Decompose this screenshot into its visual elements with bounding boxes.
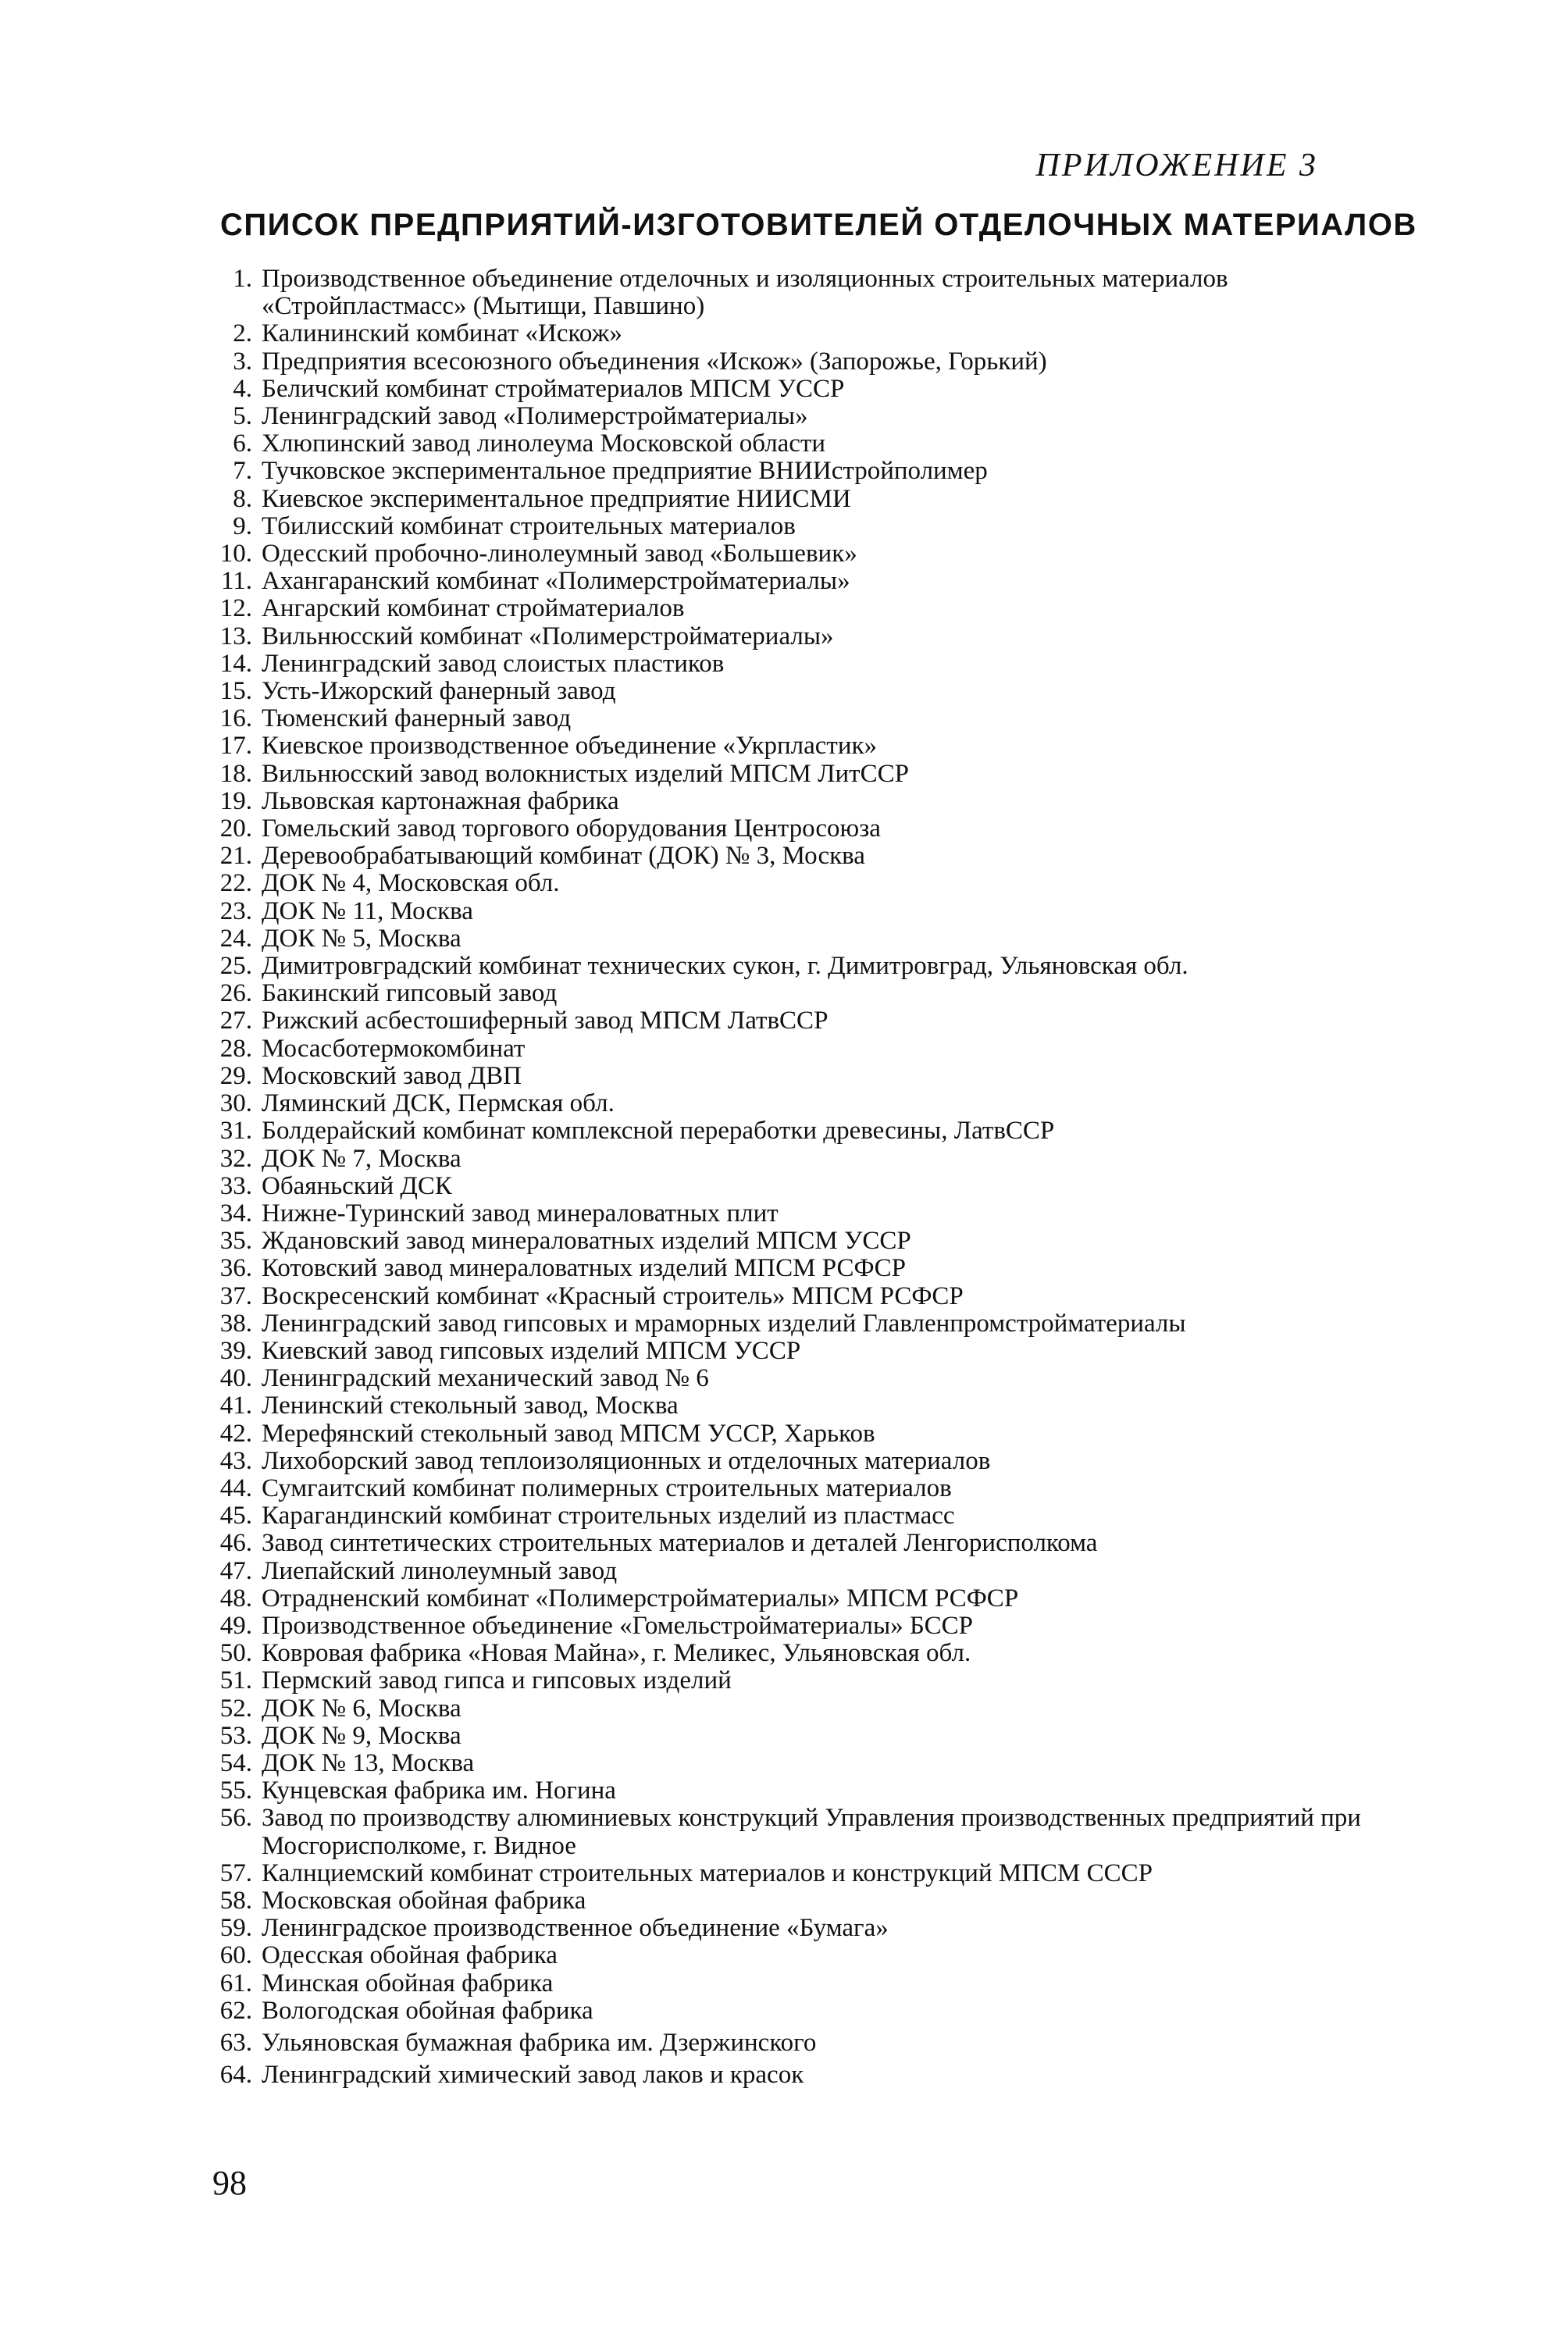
list-item-text: Вильнюсский завод волокнистых изделий МПСМ ЛитССР	[262, 759, 909, 788]
list-item-text: Гомельский завод торгового оборудования Центросоюза	[262, 814, 881, 843]
list-item-number: 39.	[219, 1336, 252, 1365]
list-item-number: 56.	[219, 1804, 252, 1833]
list-item-text: Обаяньский ДСК	[262, 1171, 452, 1200]
list-item-number: 49.	[219, 1611, 252, 1640]
list-item-text: ДОК № 6, Москва	[262, 1694, 461, 1723]
list-item	[187, 1530, 1390, 1557]
list-item	[187, 898, 1390, 925]
list-item-number: 40.	[219, 1364, 252, 1393]
list-item	[187, 1777, 1390, 1805]
list-item-text: Пермский завод гипса и гипсовых изделий	[262, 1666, 732, 1695]
list-item-number: 63.	[219, 2029, 252, 2057]
list-item-text: Калининский комбинат «Искож»	[262, 319, 622, 348]
enterprise-list	[187, 265, 1390, 2089]
list-item-text: Ленинградский завод «Полимерстройматериалы»	[262, 402, 808, 431]
list-item-number: 62.	[219, 1996, 252, 2025]
list-item-text: Тюменский фанерный завод	[262, 704, 572, 733]
list-item-text: Сумгаитский комбинат полимерных строительных материалов	[262, 1474, 952, 1502]
list-item-number: 45.	[219, 1502, 252, 1531]
list-item	[187, 1970, 1390, 1997]
list-item	[187, 1805, 1390, 1859]
list-item-number: 43.	[219, 1446, 252, 1475]
list-item-text: Ленинградское производственное объединение «Бумага»	[262, 1914, 889, 1943]
list-item	[187, 1613, 1390, 1640]
list-item	[187, 513, 1390, 540]
list-item	[187, 348, 1390, 376]
list-item-text: Одесский пробочно-линолеумный завод «Большевик»	[262, 540, 857, 568]
list-item-text: Ульяновская бумажная фабрика им. Дзержинского	[262, 2029, 817, 2057]
list-item-number: 47.	[219, 1556, 252, 1585]
list-item	[187, 1448, 1390, 1475]
list-item-text: Московская обойная фабрика	[262, 1886, 586, 1915]
list-item-text: Мосасботермокомбинат	[262, 1034, 526, 1063]
list-item-text: Вологодская обойная фабрика	[262, 1996, 593, 2025]
list-item-number: 13.	[219, 622, 252, 650]
list-item-text: Производственное объединение отделочных и изоляционных строительных материалов «Стройпластмасс» (Мытищи, Павшино)	[262, 265, 1228, 321]
list-item-text: Одесская обойная фабрика	[262, 1941, 558, 1970]
list-item	[187, 540, 1390, 568]
list-item	[187, 1475, 1390, 1502]
list-item	[187, 1997, 1390, 2025]
list-item-number: 50.	[219, 1639, 252, 1668]
list-item-number: 21.	[219, 842, 252, 871]
list-item	[187, 761, 1390, 788]
list-item-text: Усть-Ижорский фанерный завод	[262, 677, 616, 706]
list-item-text: Котовский завод минераловатных изделий МПСМ РСФСР	[262, 1254, 906, 1283]
list-item-number: 33.	[219, 1171, 252, 1200]
list-item	[187, 1502, 1390, 1530]
list-item-text: Киевское производственное объединение «Укрпластик»	[262, 732, 878, 761]
list-item-text: Беличский комбинат стройматериалов МПСМ УССР	[262, 374, 845, 403]
list-item	[187, 1035, 1390, 1063]
list-item-text: Карагандинский комбинат строительных изделий из пластмасс	[262, 1502, 955, 1531]
list-item-number: 28.	[219, 1034, 252, 1063]
list-item-text: Ленинский стекольный завод, Москва	[262, 1392, 679, 1420]
list-item-number: 25.	[219, 952, 252, 981]
list-item-text: Хлюпинский завод линолеума Московской области	[262, 429, 826, 458]
list-item	[187, 870, 1390, 897]
list-item-text: Кунцевская фабрика им. Ногина	[262, 1776, 616, 1805]
list-item-number: 9.	[233, 511, 252, 540]
list-item	[187, 1310, 1390, 1338]
list-item-number: 16.	[219, 704, 252, 733]
list-item-text: ДОК № 4, Московская обл.	[262, 869, 560, 898]
list-item	[187, 980, 1390, 1007]
list-item-text: Бакинский гипсовый завод	[262, 979, 558, 1008]
list-item	[187, 815, 1390, 843]
list-item	[187, 376, 1390, 403]
list-item-number: 42.	[219, 1419, 252, 1448]
list-item-text: ДОК № 5, Москва	[262, 924, 461, 953]
list-item-number: 3.	[233, 347, 252, 376]
list-item	[187, 1750, 1390, 1777]
list-item-number: 54.	[219, 1748, 252, 1777]
list-item-number: 64.	[219, 2061, 252, 2090]
list-item	[187, 2029, 1390, 2057]
list-item	[187, 1090, 1390, 1117]
list-item-number: 30.	[219, 1089, 252, 1118]
list-item	[187, 265, 1390, 320]
list-item	[187, 430, 1390, 458]
list-item	[187, 705, 1390, 732]
list-item-number: 48.	[219, 1584, 252, 1613]
list-item-number: 41.	[219, 1392, 252, 1420]
list-item-number: 58.	[219, 1886, 252, 1915]
list-item	[187, 1640, 1390, 1667]
list-item	[187, 458, 1390, 485]
list-item-number: 27.	[219, 1007, 252, 1035]
list-item-text: Ляминский ДСК, Пермская обл.	[262, 1089, 615, 1118]
list-item	[187, 1392, 1390, 1420]
list-item-number: 11.	[220, 567, 252, 596]
list-item-number: 34.	[219, 1199, 252, 1228]
list-item-number: 35.	[219, 1227, 252, 1256]
list-item	[187, 1255, 1390, 1282]
list-item-text: ДОК № 11, Москва	[262, 896, 473, 925]
list-item-number: 36.	[219, 1254, 252, 1283]
list-item-text: Тучковское экспериментальное предприятие ВНИИстройполимер	[262, 457, 988, 486]
list-item	[187, 486, 1390, 513]
list-item	[187, 1942, 1390, 1969]
list-item	[187, 320, 1390, 347]
list-item-number: 32.	[219, 1144, 252, 1173]
list-item	[187, 843, 1390, 870]
list-item-text: Предприятия всесоюзного объединения «Искож» (Запорожье, Горький)	[262, 347, 1047, 376]
list-item-number: 15.	[219, 677, 252, 706]
list-item-number: 60.	[219, 1941, 252, 1970]
list-item-text: Завод синтетических строительных материалов и деталей Ленгорисполкома	[262, 1529, 1098, 1558]
list-item	[187, 1420, 1390, 1448]
list-item	[187, 568, 1390, 595]
list-item-text: Минская обойная фабрика	[262, 1969, 554, 1997]
list-item	[187, 1365, 1390, 1392]
list-item	[187, 953, 1390, 980]
list-item	[187, 595, 1390, 622]
list-item-text: Ждановский завод минераловатных изделий МПСМ УССР	[262, 1227, 911, 1256]
list-item-text: Тбилисский комбинат строительных материалов	[262, 511, 796, 540]
list-item	[187, 678, 1390, 705]
list-item-text: Львовская картонажная фабрика	[262, 786, 619, 815]
list-item-text: ДОК № 7, Москва	[262, 1144, 461, 1173]
list-item-text: Производственное объединение «Гомельстройматериалы» БССР	[262, 1611, 973, 1640]
list-item	[187, 1723, 1390, 1750]
list-item	[187, 1007, 1390, 1035]
list-item	[187, 1585, 1390, 1613]
list-item	[187, 1173, 1390, 1200]
list-item-number: 52.	[219, 1694, 252, 1723]
list-item-text: Киевское экспериментальное предприятие НИИСМИ	[262, 484, 851, 513]
list-item-number: 38.	[219, 1309, 252, 1338]
list-item-number: 55.	[219, 1776, 252, 1805]
list-item-number: 17.	[219, 732, 252, 761]
list-item	[187, 623, 1390, 650]
list-item-number: 20.	[219, 814, 252, 843]
list-item	[187, 1558, 1390, 1585]
list-item	[187, 1887, 1390, 1915]
list-item-number: 37.	[219, 1281, 252, 1310]
list-item-number: 53.	[219, 1721, 252, 1750]
list-item-text: Рижский асбестошиферный завод МПСМ ЛатвССР	[262, 1007, 829, 1035]
list-item-number: 57.	[219, 1858, 252, 1887]
list-item-text: Ленинградский завод слоистых пластиков	[262, 649, 725, 678]
list-item-number: 46.	[219, 1529, 252, 1558]
list-item	[187, 1146, 1390, 1173]
list-item-number: 18.	[219, 759, 252, 788]
list-item-text: Ленинградский механический завод № 6	[262, 1364, 709, 1393]
list-item-number: 19.	[219, 786, 252, 815]
list-item-text: Отрадненский комбинат «Полимерстройматериалы» МПСМ РСФСР	[262, 1584, 1019, 1613]
list-item-text: Ленинградский химический завод лаков и красок	[262, 2061, 804, 2090]
list-item-text: Ахангаранский комбинат «Полимерстройматериалы»	[262, 567, 850, 596]
list-item-text: Деревообрабатывающий комбинат (ДОК) № 3, Москва	[262, 842, 865, 871]
list-item-number: 29.	[219, 1061, 252, 1090]
list-item-text: Болдерайский комбинат комплексной переработки древесины, ЛатвССР	[262, 1117, 1055, 1146]
appendix-label: ПРИЛОЖЕНИЕ 3	[1035, 148, 1318, 184]
list-item	[187, 1117, 1390, 1145]
list-item-number: 4.	[233, 374, 252, 403]
list-item	[187, 1338, 1390, 1365]
list-item-text: Лиепайский линолеумный завод	[262, 1556, 618, 1585]
list-item	[187, 1200, 1390, 1228]
list-item	[187, 1860, 1390, 1887]
list-item-text: ДОК № 13, Москва	[262, 1748, 475, 1777]
list-item-number: 22.	[219, 869, 252, 898]
list-item-number: 51.	[219, 1666, 252, 1695]
list-item	[187, 1228, 1390, 1255]
list-item-number: 24.	[219, 924, 252, 953]
list-item-number: 2.	[233, 319, 252, 348]
list-item	[187, 650, 1390, 678]
list-item-number: 7.	[233, 457, 252, 486]
list-item-number: 61.	[219, 1969, 252, 1997]
list-item	[187, 925, 1390, 953]
list-item	[187, 1915, 1390, 1942]
list-item	[187, 788, 1390, 815]
list-item-text: Нижне-Туринский завод минераловатных плит	[262, 1199, 779, 1228]
list-item	[187, 2062, 1390, 2089]
list-item-number: 26.	[219, 979, 252, 1008]
list-item-number: 31.	[219, 1117, 252, 1146]
list-item	[187, 1667, 1390, 1695]
list-item-number: 14.	[219, 649, 252, 678]
list-item	[187, 1283, 1390, 1310]
list-item	[187, 1063, 1390, 1090]
list-item-text: Киевский завод гипсовых изделий МПСМ УССР	[262, 1336, 801, 1365]
list-item-text: Завод по производству алюминиевых конструкций Управления производственных предприятий при Мосгорисполкоме, г. Видное	[262, 1804, 1361, 1860]
list-item-number: 1.	[233, 265, 252, 293]
list-item	[187, 732, 1390, 760]
list-item-number: 10.	[219, 540, 252, 568]
list-item-number: 6.	[233, 429, 252, 458]
list-item-number: 8.	[233, 484, 252, 513]
list-item-text: ДОК № 9, Москва	[262, 1721, 461, 1750]
list-item-text: Мерефянский стекольный завод МПСМ УССР, Харьков	[262, 1419, 875, 1448]
list-item	[187, 1695, 1390, 1723]
list-item-text: Ковровая фабрика «Новая Майна», г. Меликес, Ульяновская обл.	[262, 1639, 971, 1668]
page-title: СПИСОК ПРЕДПРИЯТИЙ-ИЗГОТОВИТЕЛЕЙ ОТДЕЛОЧНЫХ МАТЕРИАЛОВ	[220, 208, 1417, 242]
list-item-number: 44.	[219, 1474, 252, 1502]
list-item-text: Лихоборский завод теплоизоляционных и отделочных материалов	[262, 1446, 991, 1475]
list-item-number: 5.	[233, 402, 252, 431]
list-item-text: Воскресенский комбинат «Красный строитель» МПСМ РСФСР	[262, 1281, 964, 1310]
list-item-text: Ленинградский завод гипсовых и мраморных изделий Главленпромстройматериалы	[262, 1309, 1186, 1338]
list-item-number: 59.	[219, 1914, 252, 1943]
list-item-text: Димитровградский комбинат технических сукон, г. Димитровград, Ульяновская обл.	[262, 952, 1188, 981]
list-item-text: Вильнюсский комбинат «Полимерстройматериалы»	[262, 622, 834, 650]
page-number: 98	[212, 2164, 247, 2202]
list-item-text: Калнциемский комбинат строительных материалов и конструкций МПСМ СССР	[262, 1858, 1153, 1887]
list-item-text: Ангарский комбинат стройматериалов	[262, 594, 685, 623]
list-item	[187, 403, 1390, 430]
list-item-number: 23.	[219, 896, 252, 925]
list-item-number: 12.	[219, 594, 252, 623]
list-item-text: Московский завод ДВП	[262, 1061, 522, 1090]
